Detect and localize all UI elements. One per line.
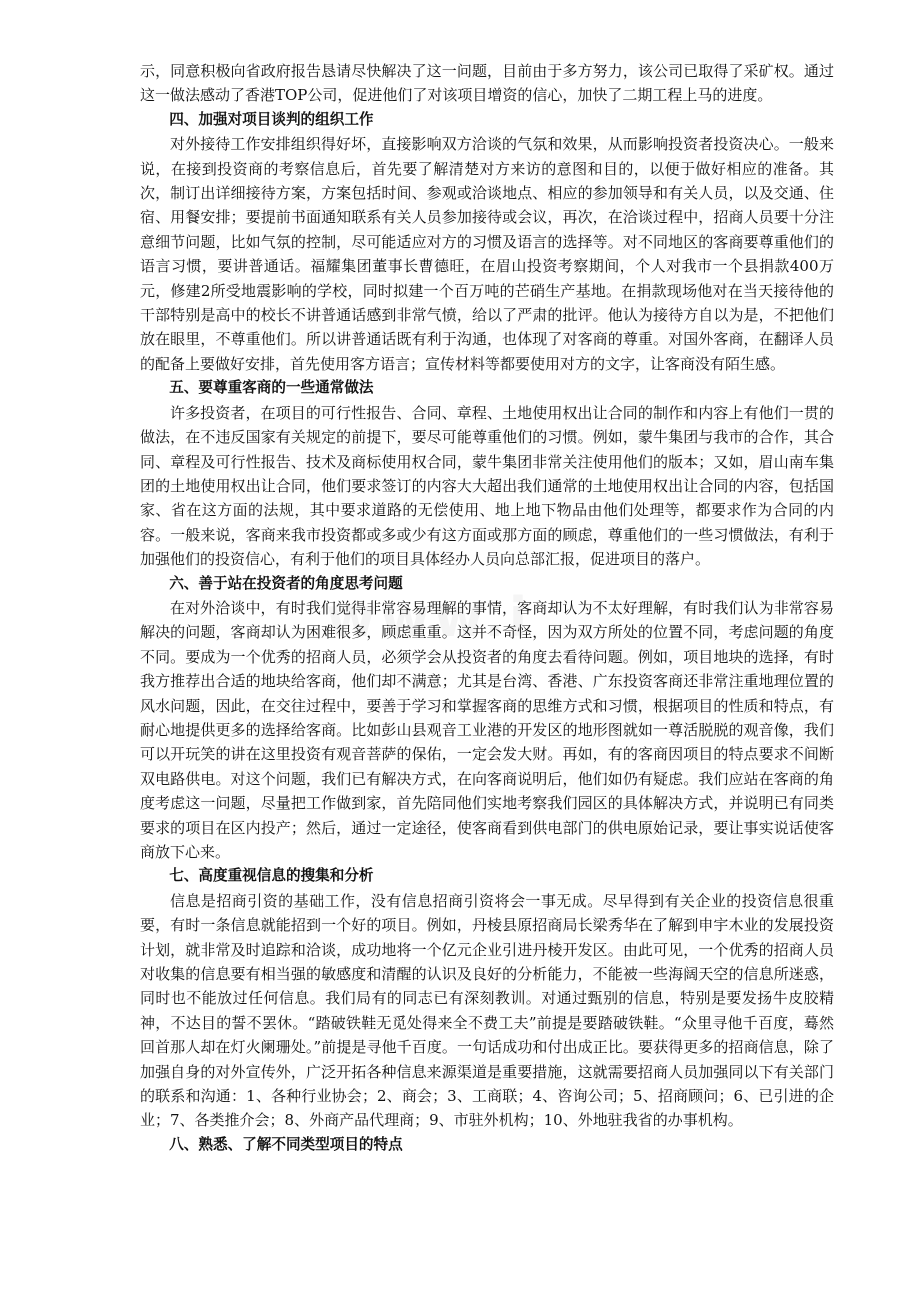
section-heading-4: 四、加强对项目谈判的组织工作 bbox=[169, 110, 374, 128]
section-heading-8: 八、熟悉、了解不同类型项目的特点 bbox=[169, 1135, 403, 1153]
section-heading-7: 七、高度重视信息的搜集和分析 bbox=[169, 867, 374, 885]
section-heading-5: 五、要尊重客商的一些通常做法 bbox=[169, 379, 374, 397]
paragraph-respect-practices: 许多投资者，在项目的可行性报告、合同、章程、土地使用权出让合同的制作和内容上有他们一贯的做法，在不违反国家有关规定的前提下，要尽可能尊重他们的习惯。例如，蒙牛集团与我市的合作，其合同、章程及可行性报告、技术及商标使用权合同，蒙牛集团非常关注使用他们的版本；又如，眉山南车集团的土地使用权出让合同，他们要求签订的内容大大超出我们通常的土地使用权出让合同的内容，包括国家、省在这方面的法规，其中要求道路的无偿使用、地上地下物品由他们处理等，都要求作为合同的内容。一般来说，客商来我市投资都或多或少有这方面或那方面的顾虑，尊重他们的一些习惯做法，有利于加强他们的投资信心，有利于他们的项目具体经办人员向总部汇报，促进项目的落户。 bbox=[140, 403, 834, 569]
paragraph-investor-perspective: 在对外洽谈中，有时我们觉得非常容易理解的事情，客商却认为不太好理解，有时我们认为非常容易解决的问题，客商却认为困难很多，顾虑重重。这并不奇怪，因为双方所处的位置不同，考虑问题的角度不同。要成为一个优秀的招商人员，必须学会从投资者的角度去看待问题。例如，项目地块的选择，有时我方推荐出合适的地块给客商，他们却不满意；尤其是台湾、香港、广东投资客商还非常注重地理位置的风水问题，因此，在交往过程中，要善于学习和掌握客商的思维方式和习惯，根据项目的性质和特点，有耐心地提供更多的选择给客商。比如彭山县观音工业港的开发区的地形图就如一尊活脱脱的观音像，我们可以开玩笑的讲在这里投资有观音菩萨的保佑，一定会发大财。再如，有的客商因项目的特点要求不间断双电路供电。对这个问题，我们已有解决方式，在向客商说明后，他们如仍有疑虑。我们应站在客商的角度考虑这一问题，尽量把工作做到家，首先陪同他们实地考察我们园区的具体解决方式，并说明已有同类要求的项目在区内投产；然后，通过一定途径，使客商看到供电部门的供电原始记录，要让事实说话使客商放下心来。 bbox=[140, 598, 834, 861]
document-body bbox=[140, 59, 834, 1157]
paragraph-continuation: 示，同意积极向省政府报告恳请尽快解决了这一问题，目前由于多方努力，该公司已取得了采矿权。通过这一做法感动了香港TOP公司，促进他们了对该项目增资的信心，加快了二期工程上马的进度。 bbox=[140, 62, 834, 105]
paragraph-reception: 对外接待工作安排组织得好坏，直接影响双方洽谈的气氛和效果，从而影响投资者投资决心。一般来说，在接到投资商的考察信息后，首先要了解清楚对方来访的意图和目的，以便于做好相应的准备。其次，制订出详细接待方案，方案包括时间、参观或洽谈地点、相应的参加领导和有关人员，以及交通、住宿、用餐安排；要提前书面通知联系有关人员参加接待或会议，再次，在洽谈过程中，招商人员要十分注意细节问题，比如气氛的控制，尽可能适应对方的习惯及语言的选择等。对不同地区的客商要尊重他们的语言习惯，要讲普通话。福耀集团董事长曹德旺，在眉山投资考察期间，个人对我市一个县捐款400万元，修建2所受地震影响的学校，同时拟建一个百万吨的芒硝生产基地。在捐款现场他对在当天接待他的干部特别是高中的校长不讲普通话感到非常气愤，给以了严肃的批评。他认为接待方自以为是，不把他们放在眼里，不尊重他们。所以讲普通话既有利于沟通，也体现了对客商的尊重。对国外客商，在翻译人员的配备上要做好安排，首先使用客方语言；宣传材料等都要使用对方的文字，让客商没有陌生感。 bbox=[140, 135, 834, 373]
paragraph-information: 信息是招商引资的基础工作，没有信息招商引资将会一事无成。尽早得到有关企业的投资信息很重要，有时一条信息就能招到一个好的项目。例如，丹棱县原招商局长梁秀华在了解到申宇木业的发展投资计划，就非常及时追踪和洽谈，成功地将一个亿元企业引进丹棱开发区。由此可见，一个优秀的招商人员对收集的信息要有相当强的敏感度和清醒的认识及良好的分析能力，不能被一些海阔天空的信息所迷惑，同时也不能放过任何信息。我们局有的同志已有深刻教训。对通过甄别的信息，特别是要发扬牛皮胶精神，不达目的誓不罢休。“踏破铁鞋无觅处得来全不费工夫”前提是要踏破铁鞋。“众里寻他千百度，蓦然回首那人却在灯火阑珊处。”前提是寻他千百度。一句话成功和付出成正比。要获得更多的招商信息，除了加强自身的对外宣传外，广泛开拓各种信息来源渠道是重要措施，这就需要招商人员加强同以下有关部门的联系和沟通：1、各种行业协会；2、商会；3、工商联；4、咨询公司；5、招商顾问；6、已引进的企业；7、各类推介会；8、外商产品代理商；9、市驻外机构；10、外地驻我省的办事机构。 bbox=[140, 891, 834, 1130]
section-heading-6: 六、善于站在投资者的角度思考问题 bbox=[169, 574, 403, 592]
